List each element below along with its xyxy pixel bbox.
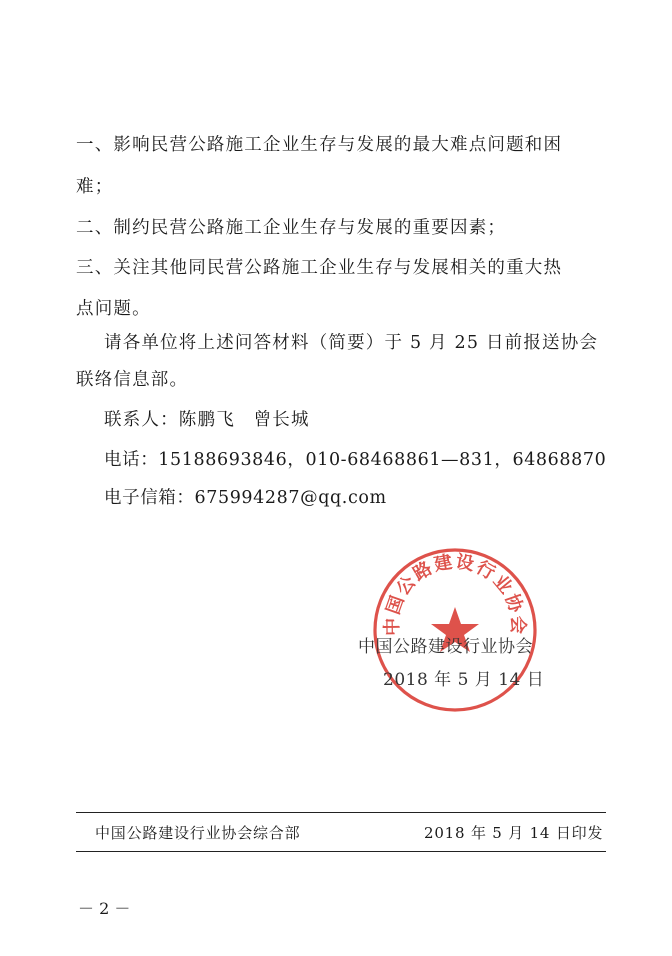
page-number: － 2 － — [78, 899, 131, 918]
item-3-line-2: 点问题。 — [76, 299, 151, 319]
signature-organization: 中国公路建设行业协会 — [358, 637, 533, 657]
seal-text: 中国公路建设行业协会 — [381, 551, 529, 636]
signature-date: 2018 年 5 月 14 日 — [383, 670, 545, 690]
item-3-line-1: 三、关注其他同民营公路施工企业生存与发展相关的重大热 — [76, 258, 563, 278]
item-1-line-1: 一、影响民营公路施工企业生存与发展的最大难点问题和困 — [76, 135, 563, 155]
contact-persons: 联系人：陈鹏飞 曾长城 — [104, 410, 310, 430]
footer-issuer: 中国公路建设行业协会综合部 — [95, 824, 301, 842]
item-1-line-2: 难； — [76, 177, 114, 197]
contact-phone: 电话：15188693846，010-68468861—831，64868870 — [104, 450, 607, 470]
request-line-2: 联络信息部。 — [76, 370, 189, 390]
item-2: 二、制约民营公路施工企业生存与发展的重要因素； — [76, 218, 507, 238]
footer-issue-date: 2018 年 5 月 14 日印发 — [424, 824, 604, 842]
footer-bottom-rule — [76, 851, 606, 852]
footer-top-rule — [76, 812, 606, 813]
contact-email: 电子信箱：675994287@qq.com — [104, 488, 387, 508]
request-line-1: 请各单位将上述问答材料（简要）于 5 月 25 日前报送协会 — [104, 333, 599, 353]
